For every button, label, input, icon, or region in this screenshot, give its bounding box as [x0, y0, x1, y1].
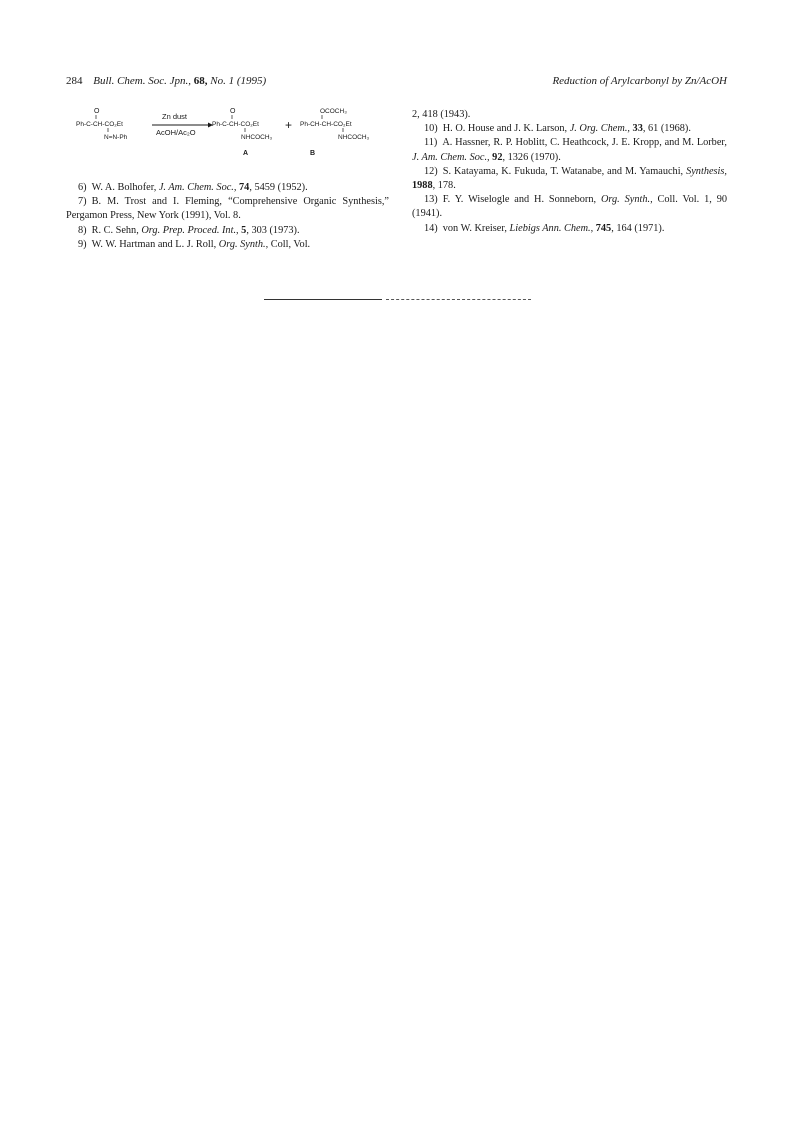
product-b-label: B: [310, 150, 316, 157]
product-b-substituent: NHCOCH₃: [338, 134, 370, 141]
running-header-left: [66, 75, 266, 87]
reactant-azo-group: N=N-Ph: [104, 134, 128, 141]
reactant-main-chain: Ph-C-CH-CO₂Et: [76, 121, 123, 128]
product-b-acetoxy-group: OCOCH₃: [320, 108, 347, 115]
end-of-article-rule-dashed: [386, 299, 531, 300]
product-a-label: A: [243, 150, 249, 157]
plus-sign: +: [285, 118, 293, 132]
reagent-solvent: AcOH/Ac₂O: [156, 128, 196, 137]
reference-9: 9) W. W. Hartman and L. J. Roll, Org. Synth., Coll, Vol.: [78, 238, 311, 250]
running-title: Reduction of Arylcarbonyl by Zn/AcOH: [552, 75, 727, 87]
reference-10: 10) H. O. House and J. K. Larson, J. Org. Chem., 33, 61 (1968).: [424, 123, 691, 135]
reference-14: 14) von W. Kreiser, Liebigs Ann. Chem., 745, 164 (1971).: [424, 222, 665, 234]
page-number: 284: [66, 75, 83, 87]
reference-13: 13) F. Y. Wiselogle and H. Sonneborn, Org. Synth., Coll. Vol. 1, 90 (1941).: [412, 194, 727, 220]
reference-12: 12) S. Katayama, K. Fukuda, T. Watanabe, and M. Yamauchi, Synthesis, 1988, 178.: [412, 165, 727, 192]
reaction-scheme: [72, 104, 394, 164]
reference-6: 6) W. A. Bolhofer, J. Am. Chem. Soc., 74, 5459 (1952).: [78, 182, 308, 193]
product-b-main-chain: Ph-CH-CH-CO₂Et: [300, 121, 352, 128]
product-a-carbonyl-oxygen: O: [230, 108, 236, 115]
references-left-column: [66, 181, 389, 252]
product-a-main-chain: Ph-C-CH-CO₂Et: [212, 121, 259, 128]
end-of-article-rule: [264, 299, 382, 300]
reference-7: 7) B. M. Trost and I. Fleming, “Comprehensive Organic Synthesis,” Pergamon Press, New York (1991), Vol. 8.: [66, 196, 389, 222]
journal-name: Bull. Chem. Soc. Jpn.,: [93, 75, 192, 87]
reference-8: 8) R. C. Sehn, Org. Prep. Proced. Int., 5, 303 (1973).: [78, 224, 300, 236]
reactant-carbonyl-oxygen: O: [94, 108, 100, 115]
journal-issue-year: No. 1 (1995): [210, 75, 267, 87]
reference-11: 11) A. Hassner, R. P. Hoblitt, C. Heathcock, J. E. Kropp, and M. Lorber, J. Am. Chem. Soc., 92, 1326 (1970).: [412, 137, 727, 163]
product-a-substituent: NHCOCH₃: [241, 134, 273, 141]
references-right-column: [412, 108, 727, 236]
reagent-zinc: Zn dust: [162, 112, 188, 121]
journal-volume: 68,: [193, 75, 208, 87]
reference-9-continued: 2, 418 (1943).: [412, 109, 471, 120]
